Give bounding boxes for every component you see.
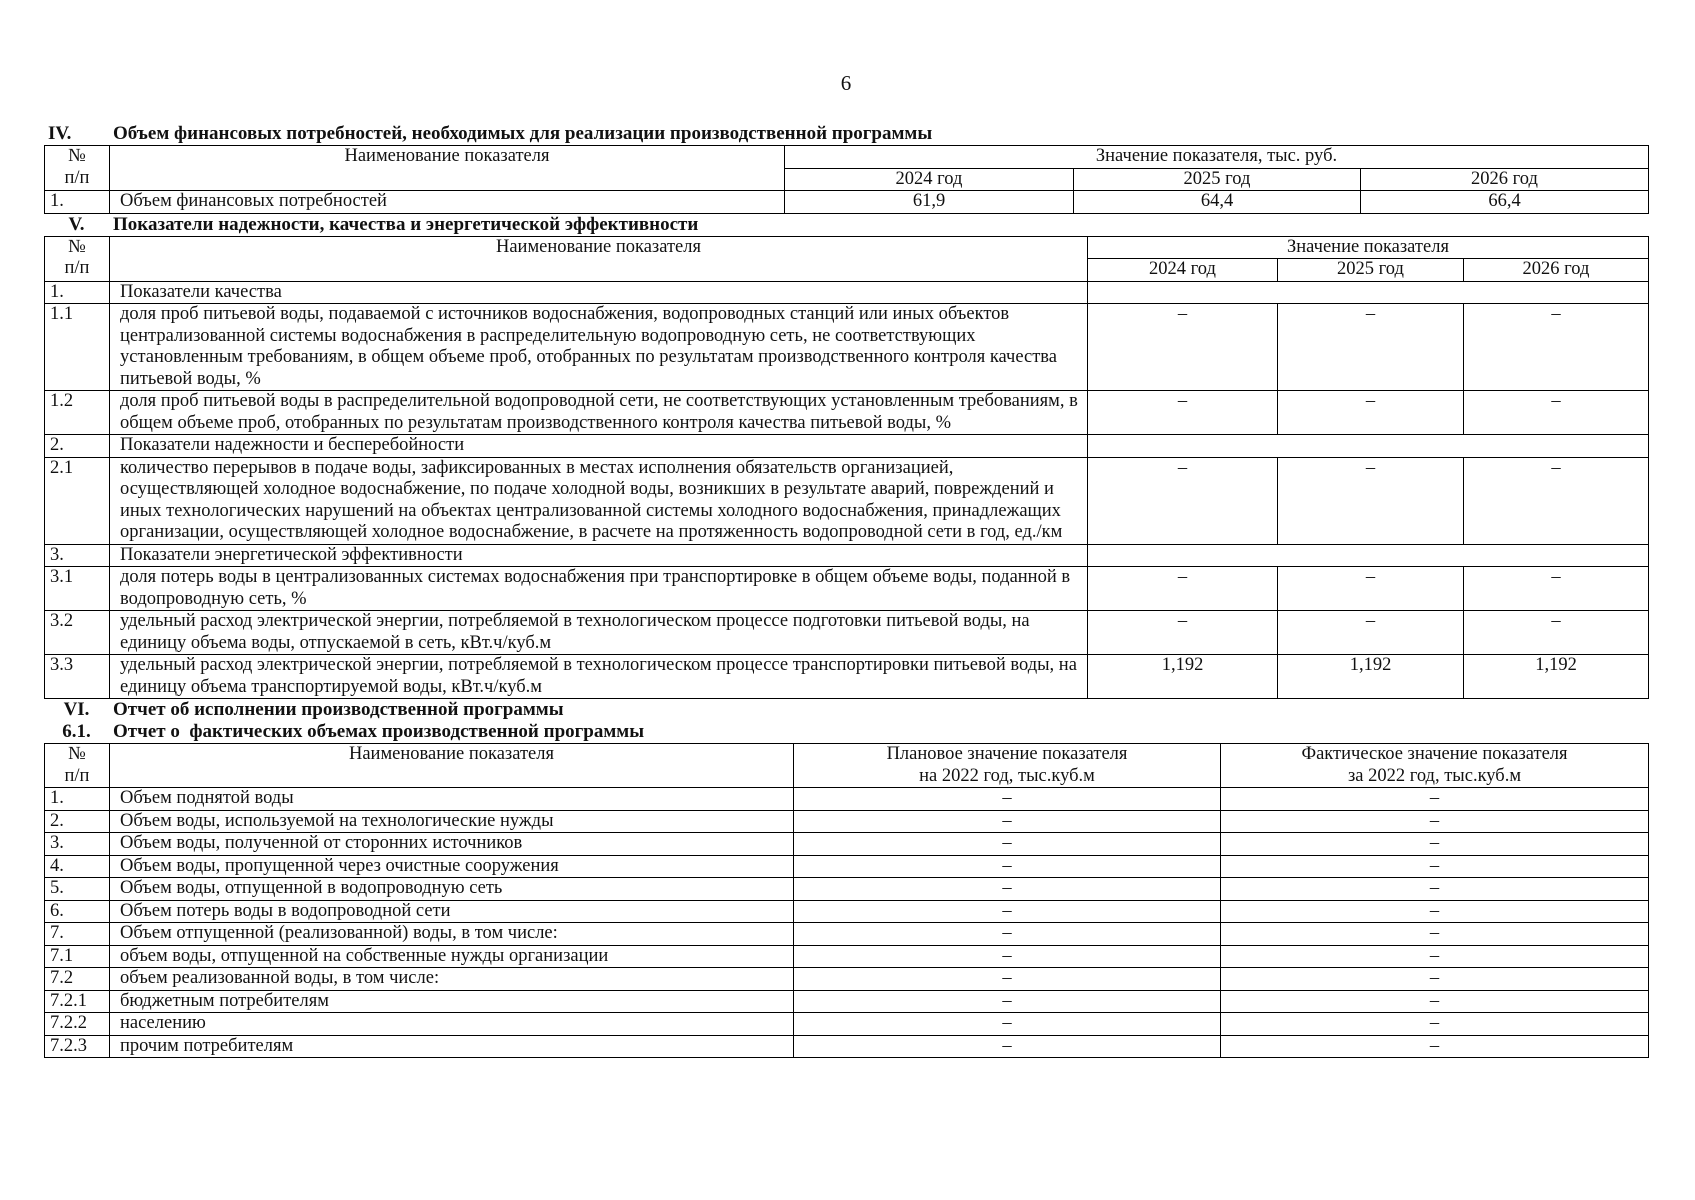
table-header-row: [45, 744, 1649, 788]
row-number: 1.: [45, 281, 110, 304]
row-name: Объем потерь воды в водопроводной сети: [110, 900, 794, 923]
row-value-2026: 66,4: [1361, 191, 1649, 214]
table-row: [45, 1035, 1649, 1058]
table-header-row: [45, 236, 1649, 259]
row-value-2024: 61,9: [785, 191, 1074, 214]
row-name: удельный расход электрической энергии, потребляемой в технологическом процессе подготовки питьевой воды, на единицу объема воды, отпускаемой в сеть, кВт.ч/куб.м: [110, 611, 1088, 655]
row-fact-value: –: [1221, 968, 1649, 991]
header-fact: [1221, 744, 1649, 788]
row-number: 4.: [45, 855, 110, 878]
header-value: Значение показателя, тыс. руб.: [785, 146, 1649, 169]
row-fact-value: –: [1221, 855, 1649, 878]
row-value-merged: [1088, 435, 1649, 458]
row-plan-value: –: [794, 1035, 1221, 1058]
row-plan-value: –: [794, 945, 1221, 968]
row-number: 3.2: [45, 611, 110, 655]
section-title-text: Показатели надежности, качества и энергетической эффективности: [113, 213, 699, 235]
table-row: [45, 304, 1649, 391]
row-number: 1.1: [45, 304, 110, 391]
row-value-2024: –: [1088, 304, 1278, 391]
row-number: 1.: [45, 191, 110, 214]
row-plan-value: –: [794, 968, 1221, 991]
row-value-merged: [1088, 281, 1649, 304]
header-fact-line1: Фактическое значение показателя: [1301, 744, 1568, 764]
row-plan-value: –: [794, 855, 1221, 878]
header-plan-line1: Плановое значение показателя: [886, 744, 1128, 764]
quality-indicators-table: [44, 236, 1649, 700]
table-row: [45, 457, 1649, 544]
table-row: [45, 900, 1649, 923]
header-num: [45, 146, 110, 191]
page-number: 6: [840, 71, 852, 95]
header-num-symbol: №: [68, 744, 86, 764]
row-name: доля проб питьевой воды в распределительной водопроводной сети, не соответствующих установленным требованиям, в общем объеме проб, отобранных по результатам производственного контроля качества питьевой воды, %: [110, 391, 1088, 435]
table-row: [45, 945, 1649, 968]
header-year-2026: 2026 год: [1464, 259, 1649, 282]
row-name: доля проб питьевой воды, подаваемой с источников водоснабжения, водопроводных станций или иных объектов централизованной системы водоснабжения в распределительную водопроводную сеть, не соответствующих установленным требованиям, в общем объеме проб, отобранных по результатам производственного контроля качества питьевой воды, %: [110, 304, 1088, 391]
row-name: Объем воды, полученной от сторонних источников: [110, 833, 794, 856]
row-plan-value: –: [794, 1013, 1221, 1036]
header-plan-line2: на 2022 год, тыс.куб.м: [919, 765, 1095, 786]
row-plan-value: –: [794, 900, 1221, 923]
table-row: [45, 567, 1649, 611]
row-value-2025: –: [1278, 391, 1464, 435]
row-plan-value: –: [794, 810, 1221, 833]
row-value-2025: 64,4: [1074, 191, 1361, 214]
row-fact-value: –: [1221, 1013, 1649, 1036]
table-header-row: [45, 146, 1649, 169]
row-value-2024: –: [1088, 391, 1278, 435]
row-value-2026: –: [1464, 457, 1649, 544]
table-row: [45, 391, 1649, 435]
row-value-2026: –: [1464, 567, 1649, 611]
row-value-2026: –: [1464, 611, 1649, 655]
row-value-2025: –: [1278, 611, 1464, 655]
row-number: 3.1: [45, 567, 110, 611]
header-name: Наименование показателя: [110, 146, 785, 191]
row-name: прочим потребителям: [110, 1035, 794, 1058]
row-fact-value: –: [1221, 945, 1649, 968]
table-row: [45, 968, 1649, 991]
header-num-pp: п/п: [64, 167, 90, 188]
row-plan-value: –: [794, 990, 1221, 1013]
row-fact-value: –: [1221, 833, 1649, 856]
table-row: [45, 655, 1649, 699]
row-plan-value: –: [794, 833, 1221, 856]
row-name: удельный расход электрической энергии, потребляемой в технологическом процессе транспортировки питьевой воды, на единицу объема транспортируемой воды, кВт.ч/куб.м: [110, 655, 1088, 699]
row-name: объем реализованной воды, в том числе:: [110, 968, 794, 991]
row-name: Объем поднятой воды: [110, 788, 794, 811]
row-fact-value: –: [1221, 788, 1649, 811]
header-value: Значение показателя: [1088, 236, 1649, 259]
header-num: [45, 744, 110, 788]
header-num-pp: п/п: [64, 765, 90, 786]
production-volumes-table: [44, 743, 1649, 1058]
row-value-2025: –: [1278, 304, 1464, 391]
row-fact-value: –: [1221, 1035, 1649, 1058]
section-title: [44, 123, 1648, 145]
table-group-row: [45, 435, 1649, 458]
subsection-title-text: Отчет о фактических объемах производственной программы: [113, 721, 645, 742]
row-value-2026: –: [1464, 304, 1649, 391]
table-row: [45, 923, 1649, 946]
row-value-2026: 1,192: [1464, 655, 1649, 699]
row-number: 7.2: [45, 968, 110, 991]
subsection-number: 6.1.: [62, 721, 91, 742]
section-title: [44, 699, 1648, 721]
row-plan-value: –: [794, 878, 1221, 901]
header-fact-line2: за 2022 год, тыс.куб.м: [1347, 765, 1522, 786]
header-plan: [794, 744, 1221, 788]
row-number: 2.: [45, 810, 110, 833]
row-plan-value: –: [794, 788, 1221, 811]
header-year-2025: 2025 год: [1074, 168, 1361, 191]
row-name: Объем воды, пропущенной через очистные сооружения: [110, 855, 794, 878]
row-fact-value: –: [1221, 810, 1649, 833]
row-number: 2.1: [45, 457, 110, 544]
row-name: Объем воды, используемой на технологические нужды: [110, 810, 794, 833]
table-group-row: [45, 281, 1649, 304]
row-value-merged: [1088, 544, 1649, 567]
row-value-2024: –: [1088, 611, 1278, 655]
row-number: 6.: [45, 900, 110, 923]
row-number: 1.2: [45, 391, 110, 435]
table-row: [45, 878, 1649, 901]
table-row: [45, 1013, 1649, 1036]
header-num-symbol: №: [68, 236, 86, 257]
row-number: 7.2.1: [45, 990, 110, 1013]
row-number: 2.: [45, 435, 110, 458]
row-number: 7.2.3: [45, 1035, 110, 1058]
section-number: IV.: [48, 123, 72, 144]
header-num-symbol: №: [68, 146, 86, 166]
section-title: [44, 214, 1648, 236]
header-num-pp: п/п: [64, 258, 90, 278]
row-name: Показатели качества: [110, 281, 1088, 304]
financial-needs-table: [44, 145, 1649, 214]
row-number: 7.1: [45, 945, 110, 968]
row-fact-value: –: [1221, 878, 1649, 901]
subsection-title: [44, 721, 1648, 743]
row-value-2026: –: [1464, 391, 1649, 435]
row-name: Объем финансовых потребностей: [110, 191, 785, 214]
row-name: Объем отпущенной (реализованной) воды, в том числе:: [110, 923, 794, 946]
row-value-2025: –: [1278, 567, 1464, 611]
row-value-2025: –: [1278, 457, 1464, 544]
header-num: [45, 236, 110, 281]
row-number: 3.: [45, 833, 110, 856]
row-name: Показатели энергетической эффективности: [110, 544, 1088, 567]
row-number: 3.3: [45, 655, 110, 699]
table-group-row: [45, 544, 1649, 567]
row-name: Объем воды, отпущенной в водопроводную сеть: [110, 878, 794, 901]
header-year-2025: 2025 год: [1278, 259, 1464, 282]
table-row: [45, 191, 1649, 214]
table-row: [45, 990, 1649, 1013]
section-title-text: Объем финансовых потребностей, необходимых для реализации производственной программы: [113, 123, 933, 144]
header-name: Наименование показателя: [110, 236, 1088, 281]
table-row: [45, 611, 1649, 655]
header-year-2026: 2026 год: [1361, 168, 1649, 191]
row-number: 1.: [45, 788, 110, 811]
row-plan-value: –: [794, 923, 1221, 946]
row-name: количество перерывов в подаче воды, зафиксированных в местах исполнения обязательств организацией, осуществляющей холодное водоснабжение, по подаче холодной воды, возникших в результате аварий, повреждений и иных технологических нарушений на объектах централизованной системы холодного водоснабжения, принадлежащих организации, осуществляющей холодное водоснабжение, в расчете на протяженность водопроводной сети в год, ед./км: [110, 457, 1088, 544]
row-fact-value: –: [1221, 923, 1649, 946]
row-number: 7.: [45, 923, 110, 946]
document-page: [44, 70, 1648, 1058]
row-name: бюджетным потребителям: [110, 990, 794, 1013]
header-name: Наименование показателя: [110, 744, 794, 788]
section-number: VI.: [63, 699, 90, 720]
row-name: доля потерь воды в централизованных системах водоснабжения при транспортировке в общем объеме воды, поданной в водопроводную сеть, %: [110, 567, 1088, 611]
header-year-2024: 2024 год: [1088, 259, 1278, 282]
row-number: 7.2.2: [45, 1013, 110, 1036]
section-number: V.: [68, 213, 85, 235]
row-number: 5.: [45, 878, 110, 901]
row-name: Показатели надежности и бесперебойности: [110, 435, 1088, 458]
row-name: объем воды, отпущенной на собственные нужды организации: [110, 945, 794, 968]
table-row: [45, 788, 1649, 811]
row-value-2024: 1,192: [1088, 655, 1278, 699]
row-value-2024: –: [1088, 567, 1278, 611]
table-row: [45, 833, 1649, 856]
row-value-2025: 1,192: [1278, 655, 1464, 699]
table-row: [45, 810, 1649, 833]
section-title-text: Отчет об исполнении производственной программы: [113, 699, 564, 720]
row-value-2024: –: [1088, 457, 1278, 544]
header-year-2024: 2024 год: [785, 168, 1074, 191]
row-name: населению: [110, 1013, 794, 1036]
table-row: [45, 855, 1649, 878]
row-fact-value: –: [1221, 900, 1649, 923]
row-fact-value: –: [1221, 990, 1649, 1013]
row-number: 3.: [45, 544, 110, 567]
